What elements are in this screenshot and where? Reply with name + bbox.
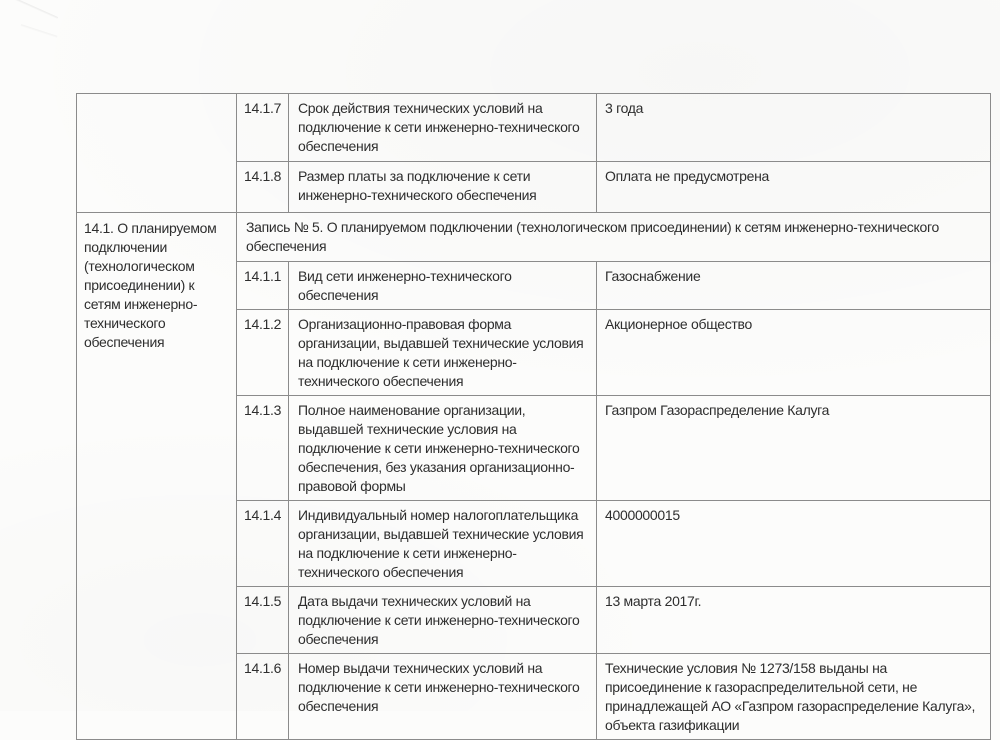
left-column-empty-cell (77, 94, 237, 213)
technical-conditions-table (76, 93, 991, 740)
row-label: Индивидуальный номер налогоплательщика организации, выдавшей технические условия на подключение к сети инженерно-технического обеспечения (289, 501, 597, 587)
row-label: Полное наименование организации, выдавшей технические условия на подключение к сети инженерно-технического обеспечения, без указания организационно-правовой формы (289, 396, 597, 501)
row-value: 13 марта 2017г. (597, 587, 991, 654)
scan-artifact (8, 0, 58, 19)
row-number: 14.1.2 (237, 310, 289, 396)
row-value: 3 года (597, 94, 991, 162)
row-number: 14.1.7 (237, 94, 289, 162)
row-value: Оплата не предусмотрена (597, 162, 991, 213)
row-label: Дата выдачи технических условий на подключение к сети инженерно-технического обеспечения (289, 587, 597, 654)
row-value: 4000000015 (597, 501, 991, 587)
section-title-cell: 14.1. О планируемом подключении (технологическом присоединении) к сетям инженерно-технического обеспечения (77, 213, 237, 740)
row-number: 14.1.1 (237, 262, 289, 310)
row-label: Размер платы за подключение к сети инженерно-технического обеспечения (289, 162, 597, 213)
row-value: Газпром Газораспределение Калуга (597, 396, 991, 501)
row-label: Вид сети инженерно-технического обеспечения (289, 262, 597, 310)
row-number: 14.1.6 (237, 654, 289, 740)
row-number: 14.1.3 (237, 396, 289, 501)
record-header-cell: Запись № 5. О планируемом подключении (технологическом присоединении) к сетям инженерно-технического обеспечения (237, 213, 991, 262)
row-value: Газоснабжение (597, 262, 991, 310)
scan-artifact (21, 24, 58, 38)
row-value: Акционерное общество (597, 310, 991, 396)
table-row (77, 213, 991, 262)
row-number: 14.1.4 (237, 501, 289, 587)
row-number: 14.1.8 (237, 162, 289, 213)
row-label: Организационно-правовая форма организации, выдавшей технические условия на подключение к сети инженерно-технического обеспечения (289, 310, 597, 396)
table-row (77, 94, 991, 162)
row-label: Номер выдачи технических условий на подключение к сети инженерно-технического обеспечения (289, 654, 597, 740)
row-value: Технические условия № 1273/158 выданы на присоединение к газораспределительной сети, не принадлежащей АО «Газпром газораспределение Калуга», объекта газификации (597, 654, 991, 740)
row-number: 14.1.5 (237, 587, 289, 654)
row-label: Срок действия технических условий на подключение к сети инженерно-технического обеспечения (289, 94, 597, 162)
